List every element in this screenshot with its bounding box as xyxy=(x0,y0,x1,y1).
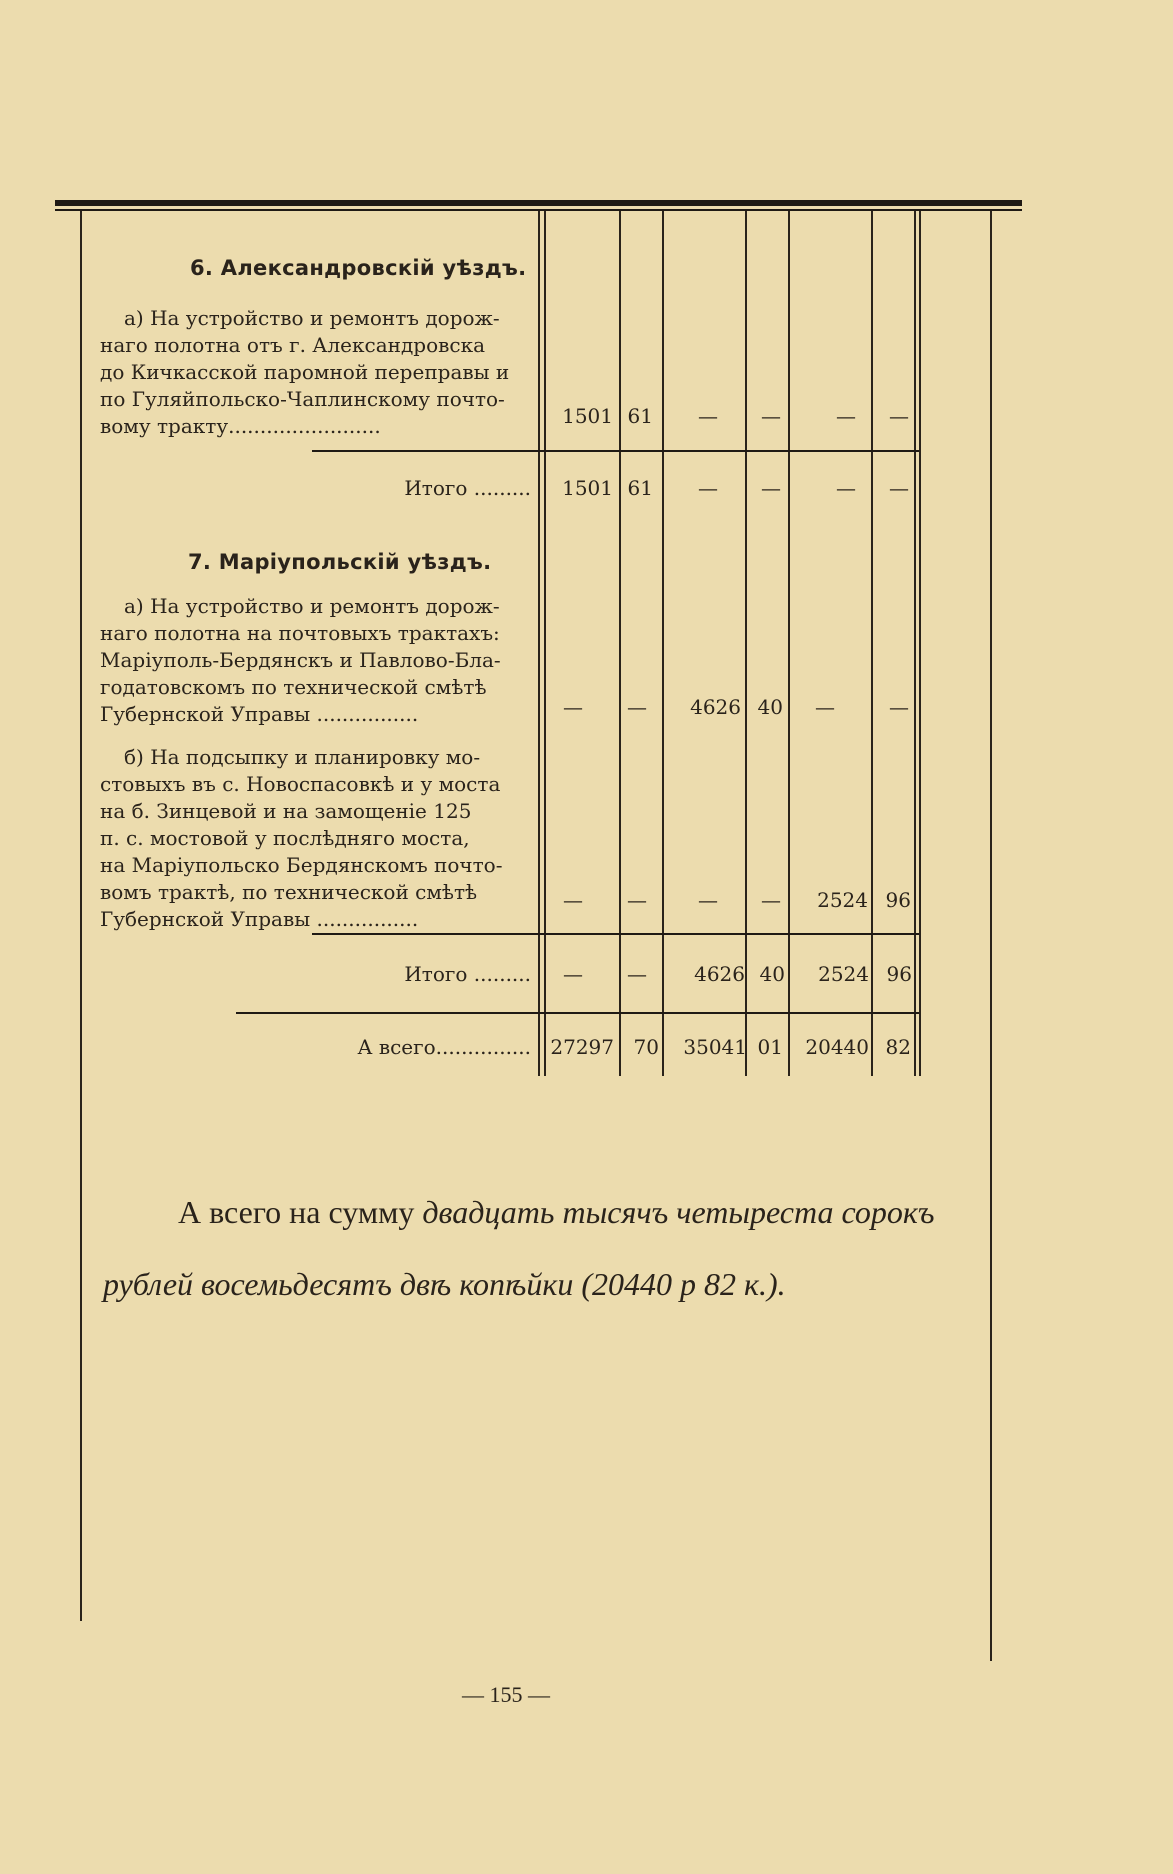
column-line xyxy=(745,211,747,1076)
value-cell: 70 xyxy=(633,1035,659,1059)
entry-line: на б. Зинцевой и на замощеніе 125 xyxy=(100,799,472,823)
value-cell: — xyxy=(761,476,781,500)
section-heading: 6. Александровскій уѣздъ. xyxy=(190,256,527,280)
column-line xyxy=(538,211,540,1076)
value-cell: 1501 xyxy=(562,404,613,428)
column-line xyxy=(914,211,916,1076)
value-cell: — xyxy=(698,404,718,428)
total-rule xyxy=(236,1012,919,1014)
value-cell: 96 xyxy=(885,888,911,912)
value-cell: 40 xyxy=(757,695,783,719)
column-line xyxy=(662,211,664,1076)
value-cell: — xyxy=(815,695,835,719)
column-line xyxy=(544,211,546,1076)
value-cell: 27297 xyxy=(550,1035,614,1059)
value-cell: — xyxy=(761,404,781,428)
value-cell: — xyxy=(563,962,583,986)
value-cell: 2524 xyxy=(818,962,869,986)
value-cell: — xyxy=(836,476,856,500)
column-line xyxy=(788,211,790,1076)
value-cell: — xyxy=(761,888,781,912)
value-cell: — xyxy=(889,695,909,719)
value-cell: 35041 xyxy=(683,1035,747,1059)
value-cell: 61 xyxy=(627,404,653,428)
total-label: А всего............... xyxy=(357,1035,531,1059)
entry-text xyxy=(100,593,532,728)
entry-line: наго полотна на почтовыхъ трактахъ: xyxy=(100,621,500,645)
entry-line: на Маріупольско Бердянскомъ почто- xyxy=(100,853,503,877)
entry-line: а) На устройство и ремонтъ дорож- xyxy=(124,306,500,330)
value-cell: 4626 xyxy=(690,695,741,719)
entry-line: Маріуполь-Бердянскъ и Павлово-Бла- xyxy=(100,648,501,672)
value-cell: — xyxy=(889,476,909,500)
column-line xyxy=(919,211,921,1076)
entry-line: стовыхъ въ с. Новоспасовкѣ и у моста xyxy=(100,772,501,796)
value-cell: 1501 xyxy=(562,476,613,500)
column-line-outer-left xyxy=(80,211,82,1621)
itogo-label: Итого ......... xyxy=(404,476,531,500)
entry-line: до Кичкасской паромной переправы и xyxy=(100,360,510,384)
entry-text xyxy=(100,744,532,933)
value-cell: 96 xyxy=(886,962,912,986)
value-cell: 4626 xyxy=(694,962,745,986)
itogo-rule xyxy=(312,933,919,935)
value-cell: 40 xyxy=(759,962,785,986)
value-cell: 82 xyxy=(885,1035,911,1059)
column-line-outer-right xyxy=(990,211,992,1661)
value-cell: 20440 xyxy=(805,1035,869,1059)
entry-line: б) На подсыпку и планировку мо- xyxy=(124,745,481,769)
value-cell: 2524 xyxy=(817,888,868,912)
entry-line: годатовскомъ по технической смѣтѣ xyxy=(100,675,487,699)
entry-line: Губернской Управы ................ xyxy=(100,702,419,726)
value-cell: — xyxy=(627,888,647,912)
value-cell: 01 xyxy=(757,1035,783,1059)
value-cell: — xyxy=(698,476,718,500)
page-number: — 155 — xyxy=(462,1682,550,1707)
summary-plain: А всего на сумму xyxy=(178,1194,415,1230)
entry-line: вому тракту........................ xyxy=(100,414,381,438)
value-cell: — xyxy=(836,404,856,428)
entry-text xyxy=(100,305,532,440)
entry-line: п. с. мостовой у послѣдняго моста, xyxy=(100,826,470,850)
entry-line: Губернской Управы ................ xyxy=(100,907,419,931)
top-rule xyxy=(55,200,1022,206)
summary-italic: двадцать тысячъ четыреста сорокъ xyxy=(422,1194,935,1230)
summary-line-1 xyxy=(178,1194,934,1231)
itogo-rule xyxy=(312,450,919,452)
section-heading: 7. Маріупольскій уѣздъ. xyxy=(188,550,492,574)
column-line xyxy=(619,211,621,1076)
value-cell: 61 xyxy=(627,476,653,500)
column-line xyxy=(871,211,873,1076)
entry-line: вомъ трактѣ, по технической смѣтѣ xyxy=(100,880,478,904)
value-cell: — xyxy=(627,695,647,719)
summary-line-2: рублей восемьдесятъ двѣ копѣйки (20440 р 82 к.). xyxy=(103,1266,786,1302)
value-cell: — xyxy=(627,962,647,986)
entry-line: а) На устройство и ремонтъ дорож- xyxy=(124,594,500,618)
entry-line: наго полотна отъ г. Александровска xyxy=(100,333,485,357)
value-cell: — xyxy=(563,695,583,719)
value-cell: — xyxy=(698,888,718,912)
value-cell: — xyxy=(889,404,909,428)
value-cell: — xyxy=(563,888,583,912)
itogo-label: Итого ......... xyxy=(404,962,531,986)
entry-line: по Гуляйпольско-Чаплинскому почто- xyxy=(100,387,505,411)
